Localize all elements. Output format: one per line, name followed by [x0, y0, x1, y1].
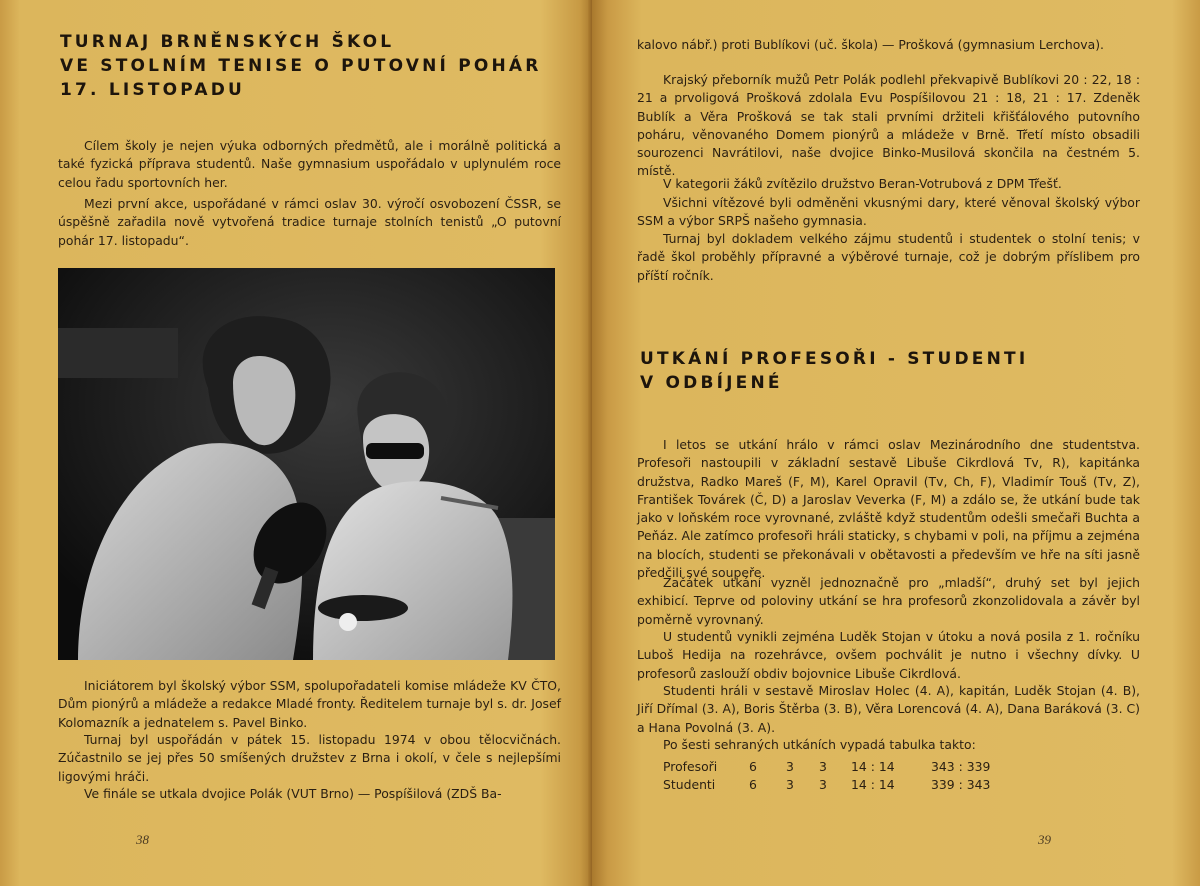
heading-line: TURNAJ BRNĚNSKÝCH ŠKOL: [60, 32, 395, 52]
page-number: 39: [1038, 832, 1051, 847]
body-paragraph: Turnaj byl uspořádán v pátek 15. listopadu 1974 v obou tělocvičnách. Zúčastnilo se jej přes 50 smíšených družstev z Brna i okolí, v čele s nejlepšími ligovými hráči.: [58, 732, 561, 784]
continued-paragraph: Turnaj byl dokladem velkého zájmu studentů i studentek o stolní tenis; v řadě škol proběhly přípravné a výběrové turnaje, což je dobrým příslibem pro příští ročník.: [637, 231, 1140, 283]
volleyball-paragraph: Po šesti sehraných utkáních vypadá tabulka takto:: [663, 737, 976, 752]
intro-paragraph: Cílem školy je nejen výuka odborných předmětů, ale i morálně politická a také fyzická příprava studentů. Naše gymnasium uspořádalo v uplynulém roce celou řadu sportovních her.: [58, 138, 561, 190]
page-number: 38: [136, 832, 149, 847]
left-page: [0, 0, 592, 886]
volleyball-paragraph: I letos se utkání hrálo v rámci oslav Mezinárodního dne studentstva. Profesoři nastoupili v základní sestavě Libuše Cikrdlová Tv, R), kapitánka družstva, Radko Mareš (F, M), Karel Opravil (Tv, Ch, F), Vladimír Touš (Tv, Z), František Továrek (Č, D) a Jaroslav Veverka (F, M) a zdálo se, že utkání bude tak jako v loňském roce vyrovnané, zvláště když studentům odešli smečaři Buchta a Peňáz. Ale zatímco profesoři hráli staticky, s chybami v poli, na příjmu a zejména na blocích, studenti se překonávali v obětavosti a především ve hře na síti jasně předčili své soupeře.: [637, 437, 1140, 581]
team-cell: Studenti: [663, 777, 716, 792]
standings-table: [663, 758, 990, 794]
volleyball-paragraph: Studenti hráli v sestavě Miroslav Holec (4. A), kapitán, Luděk Stojan (4. B), Jiří Dřímal (3. A), Boris Štěrba (3. B), Věra Lorencová (4. A), Dana Baráková (3. C) a Hana Povolná (3. A).: [637, 683, 1140, 735]
continued-paragraph: V kategorii žáků zvítězilo družstvo Beran-Votrubová z DPM Třešť.: [663, 176, 1062, 191]
continued-paragraph: Všichni vítězové byli odměněni vkusnými dary, které věnoval školský výbor SSM a výbor SRPŠ našeho gymnasia.: [637, 195, 1140, 229]
won-cell: 3: [786, 777, 794, 792]
intro-paragraph: Mezi první akce, uspořádané v rámci oslav 30. výročí osvobození ČSSR, se úspěšně zařadila nově vytvořená tradice turnaje stolních tenistů „O putovní pohár 17. listopadu“.: [58, 196, 561, 248]
table-row: [663, 758, 990, 776]
volleyball-heading: [640, 347, 1028, 395]
tournament-heading: [60, 30, 542, 102]
right-page: [592, 0, 1200, 886]
continued-paragraph: Krajský přeborník mužů Petr Polák podlehl překvapivě Bublíkovi 20 : 22, 18 : 21 a prvoligová Prošková zdolala Evu Pospíšilovou 21 : 18, 21 : 17. Zdeněk Bublík a Věra Prošková se tak stali prvními držiteli křišťálového putovního poháru, věnovaného Domem pionýrů a mládeže v Brně. Třetí místo obsadili sourozenci Navrátilovi, naše dvojice Binko-Musilová skončila na čestném 5. místě.: [637, 72, 1140, 179]
team-cell: Profesoři: [663, 759, 718, 774]
heading-line: VE STOLNÍM TENISE O PUTOVNÍ POHÁR: [60, 56, 542, 76]
volleyball-paragraph: U studentů vynikli zejména Luděk Stojan v útoku a nová posila z 1. ročníku Luboš Hedija na rozehrávce, ovšem pochválit je nutno i všechny dívky. U profesorů zaslouží obdiv bojovnice Libuše Cikrdlová.: [637, 629, 1140, 681]
body-paragraph: Ve finále se utkala dvojice Polák (VUT Brno) — Pospíšilová (ZDŠ Ba-: [84, 786, 502, 801]
volleyball-paragraph: Začátek utkání vyzněl jednoznačně pro „mladší“, druhý set byl jejich exhibicí. Teprve od poloviny utkání se hra profesorů zkonzolidovala a závěr byl poměrně vyrovnaný.: [637, 575, 1140, 627]
lost-cell: 3: [819, 777, 827, 792]
played-cell: 6: [749, 759, 757, 774]
sets-cell: 14 : 14: [851, 777, 895, 792]
heading-line: 17. LISTOPADU: [60, 80, 246, 100]
table-tennis-players-photo: [58, 268, 555, 660]
heading-line: UTKÁNÍ PROFESOŘI - STUDENTI: [640, 349, 1029, 369]
continued-paragraph: kalovo nábř.) proti Bublíkovi (uč. škola) — Prošková (gymnasium Lerchova).: [637, 37, 1104, 52]
heading-line: V ODBÍJENÉ: [640, 373, 783, 393]
table-row: [663, 776, 990, 794]
points-cell: 343 : 339: [931, 759, 991, 774]
sets-cell: 14 : 14: [851, 759, 895, 774]
played-cell: 6: [749, 777, 757, 792]
body-paragraph: Iniciátorem byl školský výbor SSM, spolupořadateli komise mládeže KV ČTO, Dům pionýrů a mládeže a redakce Mladé fronty. Ředitelem turnaje byl s. dr. Josef Kolomazník a jednatelem s. Pavel Binko.: [58, 678, 561, 730]
points-cell: 339 : 343: [931, 777, 991, 792]
lost-cell: 3: [819, 759, 827, 774]
won-cell: 3: [786, 759, 794, 774]
